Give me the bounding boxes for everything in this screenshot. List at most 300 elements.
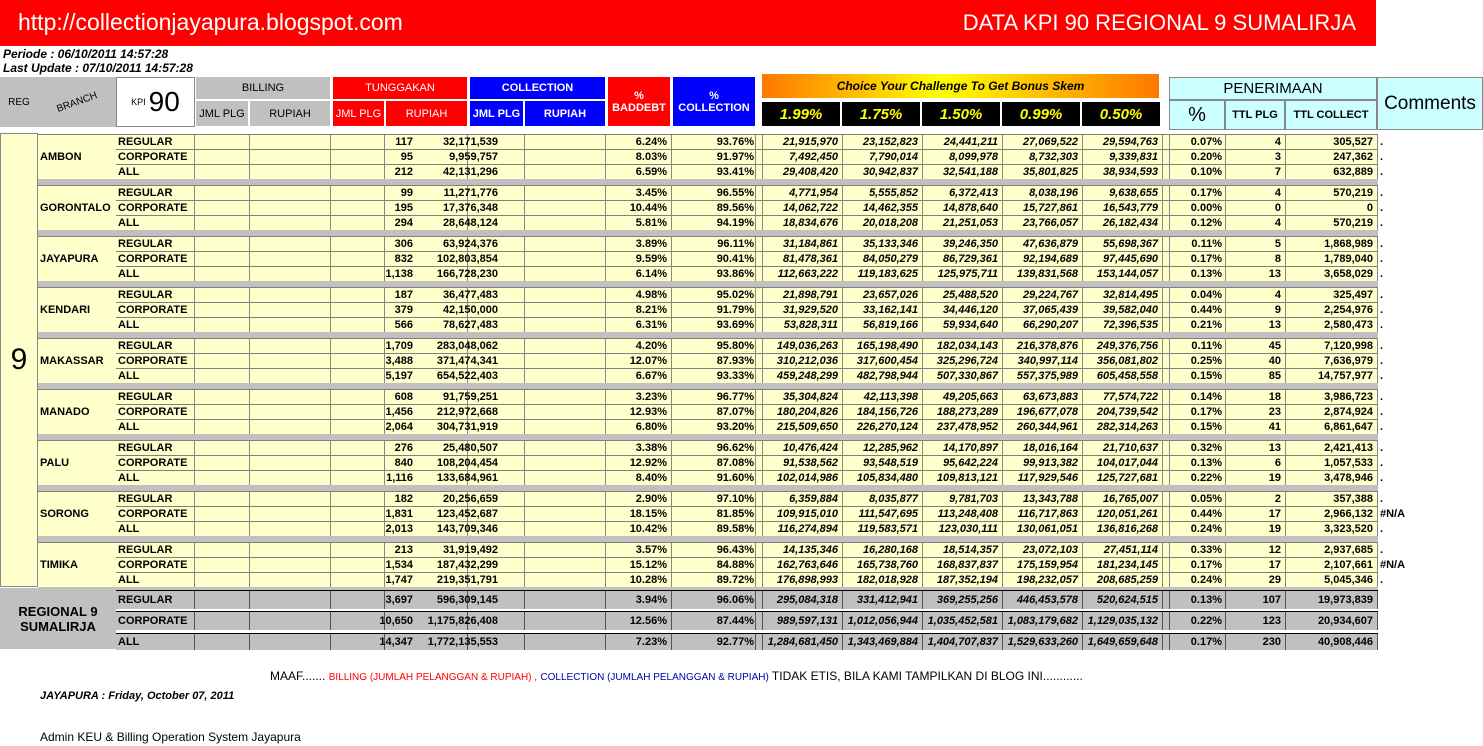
penerimaan-pct: 0.00% xyxy=(1190,202,1222,214)
comment-value: . xyxy=(1380,574,1384,586)
rp-value: 17,376,348 xyxy=(442,202,498,214)
challenge-value-2: 1,012,056,944 xyxy=(847,615,918,627)
jml-value: 195 xyxy=(394,202,413,214)
ttl-plg-value: 2 xyxy=(1274,493,1281,505)
penerimaan-pct: 0.17% xyxy=(1190,406,1222,418)
ttl-plg-value: 230 xyxy=(1262,636,1281,648)
branch-timika: TIMIKA xyxy=(38,542,116,587)
penerimaan-pct: 0.14% xyxy=(1190,391,1222,403)
ttl-plg-value: 8 xyxy=(1274,253,1281,265)
rate-4: 0.99% xyxy=(1002,102,1080,126)
ttl-plg-value: 4 xyxy=(1274,187,1281,199)
challenge-value-3: 113,248,408 xyxy=(937,508,998,520)
bad-value: 8.40% xyxy=(635,472,667,484)
bad-value: 12.07% xyxy=(629,355,667,367)
rp-value: 1,772,135,553 xyxy=(427,636,498,648)
penerimaan-pct: 0.04% xyxy=(1190,289,1222,301)
segment-label: REGULAR xyxy=(118,544,173,556)
table-row xyxy=(116,440,1384,455)
rp-value: 31,919,492 xyxy=(442,544,498,556)
jml-value: 832 xyxy=(394,253,413,265)
table-row xyxy=(116,215,1384,230)
kpi-header: KPI 90 xyxy=(116,77,195,127)
ttl-collect-value: 1,057,533 xyxy=(1324,457,1373,469)
bad-value: 9.59% xyxy=(635,253,667,265)
comment-value: . xyxy=(1380,544,1384,556)
col-value: 97.10% xyxy=(716,493,754,505)
comment-value: . xyxy=(1380,202,1384,214)
challenge-value-3: 25,488,520 xyxy=(942,289,998,301)
challenge-value-1: 31,184,861 xyxy=(782,238,838,250)
challenge-header: Choice Your Challenge To Get Bonus Skem xyxy=(762,74,1159,98)
ttl-collect-value: 19,973,839 xyxy=(1317,594,1373,606)
segment-label: ALL xyxy=(118,421,140,433)
challenge-value-2: 23,152,823 xyxy=(862,136,918,148)
jml-value: 1,747 xyxy=(385,574,413,586)
jml-value: 379 xyxy=(394,304,413,316)
challenge-value-3: 8,099,978 xyxy=(949,151,998,163)
segment-label: REGULAR xyxy=(118,391,173,403)
penerimaan-pct: 0.17% xyxy=(1190,559,1222,571)
challenge-value-4: 260,344,961 xyxy=(1016,421,1078,433)
title-banner xyxy=(0,0,1376,46)
bad-value: 6.59% xyxy=(635,166,667,178)
bad-value: 8.03% xyxy=(635,151,667,163)
jml-value: 3,488 xyxy=(385,355,413,367)
branch-header: BRANCH xyxy=(38,77,116,127)
comment-value: . xyxy=(1380,391,1384,403)
regional-total-label: REGIONAL 9 SUMALIRJA xyxy=(0,588,116,649)
rp-value: 63,924,376 xyxy=(442,238,498,250)
challenge-value-2: 8,035,877 xyxy=(869,493,918,505)
rp-value: 32,171,539 xyxy=(442,136,498,148)
jml-value: 99 xyxy=(400,187,413,199)
col-value: 93.69% xyxy=(716,319,754,331)
penerimaan-pct: 0.25% xyxy=(1190,355,1222,367)
rp-value: 187,432,299 xyxy=(436,559,498,571)
table-row xyxy=(116,251,1384,266)
col-value: 87.44% xyxy=(716,615,754,627)
penerimaan-pct: 0.17% xyxy=(1190,187,1222,199)
challenge-value-1: 81,478,361 xyxy=(782,253,838,265)
challenge-value-2: 111,547,695 xyxy=(858,508,918,520)
challenge-value-2: 226,270,124 xyxy=(856,421,918,433)
challenge-value-2: 482,798,944 xyxy=(856,370,918,382)
ttl-collect-value: 7,120,998 xyxy=(1324,340,1373,352)
bad-value: 12.93% xyxy=(629,406,667,418)
rp-value: 1,175,826,408 xyxy=(427,615,498,627)
jml-value: 294 xyxy=(394,217,413,229)
ttl-plg-value: 9 xyxy=(1274,304,1281,316)
penerimaan-pct: 0.44% xyxy=(1190,508,1222,520)
bad-value: 3.45% xyxy=(635,187,667,199)
billing-rupiah-header: RUPIAH xyxy=(250,101,330,126)
jml-value: 5,197 xyxy=(385,370,413,382)
challenge-value-3: 125,975,711 xyxy=(937,268,998,280)
challenge-value-4: 23,766,057 xyxy=(1022,217,1078,229)
challenge-value-4: 1,529,633,260 xyxy=(1007,636,1078,648)
challenge-value-1: 459,248,299 xyxy=(776,370,838,382)
table-row xyxy=(116,521,1384,536)
col-value: 87.07% xyxy=(716,406,754,418)
comment-value: #N/A xyxy=(1380,559,1406,571)
challenge-value-4: 8,038,196 xyxy=(1029,187,1078,199)
challenge-value-4: 99,913,382 xyxy=(1022,457,1078,469)
challenge-value-5: 520,624,515 xyxy=(1096,594,1158,606)
ttl-plg-value: 85 xyxy=(1268,370,1281,382)
jml-value: 1,534 xyxy=(385,559,413,571)
bad-value: 6.31% xyxy=(635,319,667,331)
challenge-value-4: 216,378,876 xyxy=(1016,340,1078,352)
col-value: 95.80% xyxy=(716,340,754,352)
ttl-collect-value: 1,868,989 xyxy=(1324,238,1373,250)
periode-text: Periode : 06/10/2011 14:57:28 xyxy=(3,47,169,61)
challenge-value-5: 136,816,268 xyxy=(1096,523,1158,535)
branch-ambon: AMBON xyxy=(38,134,116,179)
challenge-value-1: 162,763,646 xyxy=(776,559,838,571)
penerimaan-pct: 0.21% xyxy=(1190,319,1222,331)
challenge-value-3: 21,251,053 xyxy=(942,217,998,229)
table-row xyxy=(116,287,1384,302)
bad-value: 3.94% xyxy=(635,594,667,606)
challenge-value-5: 356,081,802 xyxy=(1096,355,1158,367)
table-row xyxy=(116,164,1384,179)
ttl-collect-value: 3,323,520 xyxy=(1324,523,1373,535)
penerimaan-pct: 0.15% xyxy=(1190,421,1222,433)
table-row xyxy=(116,368,1384,383)
table-row xyxy=(116,149,1384,164)
ttl-plg-value: 13 xyxy=(1268,268,1281,280)
jml-value: 306 xyxy=(394,238,413,250)
challenge-value-2: 1,343,469,884 xyxy=(847,636,918,648)
ttl-plg-value: 17 xyxy=(1268,508,1281,520)
ttl-collect-value: 14,757,977 xyxy=(1317,370,1373,382)
challenge-value-1: 295,084,318 xyxy=(776,594,838,606)
challenge-value-4: 35,801,825 xyxy=(1022,166,1078,178)
challenge-value-1: 91,538,562 xyxy=(782,457,838,469)
challenge-value-2: 105,834,480 xyxy=(856,472,918,484)
col-value: 96.06% xyxy=(716,594,754,606)
ttl-collect-value: 570,219 xyxy=(1333,217,1373,229)
table-row xyxy=(116,266,1384,281)
challenge-value-1: 112,663,222 xyxy=(777,268,838,280)
branch-sorong: SORONG xyxy=(38,491,116,536)
comment-value: . xyxy=(1380,355,1384,367)
segment-label: CORPORATE xyxy=(118,508,188,520)
penerimaan-pct: 0.17% xyxy=(1190,253,1222,265)
penerimaan-pct: 0.12% xyxy=(1190,217,1222,229)
segment-label: CORPORATE xyxy=(118,559,188,571)
challenge-value-5: 181,234,145 xyxy=(1096,559,1158,571)
bad-value: 7.23% xyxy=(635,636,667,648)
comment-value: . xyxy=(1380,268,1384,280)
challenge-value-2: 93,548,519 xyxy=(862,457,918,469)
comment-value: . xyxy=(1380,289,1384,301)
segment-label: CORPORATE xyxy=(118,355,188,367)
challenge-value-2: 7,790,014 xyxy=(869,151,918,163)
jml-value: 117 xyxy=(395,136,413,148)
col-value: 91.60% xyxy=(716,472,754,484)
comment-value: . xyxy=(1380,136,1384,148)
rp-value: 78,627,483 xyxy=(442,319,498,331)
table-row xyxy=(116,317,1384,332)
col-value: 96.55% xyxy=(716,187,754,199)
jml-value: 608 xyxy=(394,391,413,403)
penerimaan-pct: 0.17% xyxy=(1190,636,1222,648)
tunggakan-jml-plg-header: JML PLG xyxy=(333,101,384,126)
challenge-value-5: 1,129,035,132 xyxy=(1087,615,1158,627)
segment-label: ALL xyxy=(118,166,140,178)
challenge-value-3: 237,478,952 xyxy=(936,421,998,433)
penerimaan-pct: 0.11% xyxy=(1191,238,1222,250)
reg-header: REG xyxy=(0,77,38,127)
rp-value: 371,474,341 xyxy=(436,355,498,367)
bad-value: 12.92% xyxy=(629,457,667,469)
challenge-value-1: 29,408,420 xyxy=(782,166,838,178)
ttl-plg-value: 19 xyxy=(1268,523,1281,535)
challenge-value-2: 165,198,490 xyxy=(856,340,918,352)
jml-value: 1,138 xyxy=(385,268,413,280)
challenge-value-2: 317,600,454 xyxy=(856,355,918,367)
table-row xyxy=(116,470,1384,485)
challenge-value-4: 130,061,051 xyxy=(1016,523,1078,535)
penerimaan-pct: 0.32% xyxy=(1190,442,1222,454)
challenge-value-1: 18,834,676 xyxy=(782,217,838,229)
challenge-value-1: 10,476,424 xyxy=(782,442,838,454)
jml-value: 14,347 xyxy=(379,636,413,648)
challenge-value-2: 331,412,941 xyxy=(856,594,918,606)
comment-value: . xyxy=(1380,421,1384,433)
segment-label: ALL xyxy=(118,319,140,331)
challenge-value-1: 21,898,791 xyxy=(782,289,838,301)
billing-header: BILLING xyxy=(196,77,330,99)
challenge-value-5: 97,445,690 xyxy=(1102,253,1158,265)
challenge-value-4: 92,194,689 xyxy=(1022,253,1078,265)
jml-value: 2,013 xyxy=(385,523,413,535)
bad-value: 10.42% xyxy=(629,523,667,535)
segment-label: ALL xyxy=(118,472,140,484)
ttl-plg-value: 0 xyxy=(1274,202,1281,214)
comment-value: . xyxy=(1380,442,1384,454)
penerimaan-pct: 0.11% xyxy=(1191,340,1222,352)
challenge-value-5: 9,638,655 xyxy=(1109,187,1158,199)
challenge-value-5: 125,727,681 xyxy=(1096,472,1158,484)
comment-value: . xyxy=(1380,304,1384,316)
jml-value: 1,831 xyxy=(385,508,413,520)
challenge-value-4: 8,732,303 xyxy=(1029,151,1078,163)
rp-value: 166,728,230 xyxy=(436,268,498,280)
ttl-collect-value: 570,219 xyxy=(1333,187,1373,199)
bad-value: 4.98% xyxy=(635,289,667,301)
jml-value: 566 xyxy=(394,319,413,331)
challenge-value-2: 14,462,355 xyxy=(862,202,918,214)
penerimaan-pct: 0.10% xyxy=(1190,166,1222,178)
challenge-value-5: 605,458,558 xyxy=(1096,370,1158,382)
challenge-value-5: 26,182,434 xyxy=(1102,217,1158,229)
table-row xyxy=(116,506,1406,521)
ttl-collect-value: 3,986,723 xyxy=(1324,391,1373,403)
challenge-value-3: 9,781,703 xyxy=(949,493,998,505)
jml-value: 3,697 xyxy=(385,594,413,606)
rate-1: 1.99% xyxy=(762,102,840,126)
bad-value: 10.28% xyxy=(629,574,667,586)
comment-value: . xyxy=(1380,340,1384,352)
jml-value: 2,064 xyxy=(385,421,413,433)
challenge-value-2: 12,285,962 xyxy=(862,442,918,454)
comment-value: #N/A xyxy=(1380,508,1406,520)
jml-value: 213 xyxy=(394,544,413,556)
total-row xyxy=(116,611,1378,630)
challenge-value-4: 27,069,522 xyxy=(1022,136,1078,148)
table-row xyxy=(116,542,1384,557)
billing-jml-plg-header: JML PLG xyxy=(196,101,249,126)
penerimaan-pct: 0.13% xyxy=(1190,594,1222,606)
challenge-value-3: 123,030,111 xyxy=(938,523,998,535)
ttl-plg-value: 12 xyxy=(1268,544,1281,556)
segment-label: CORPORATE xyxy=(118,151,188,163)
jml-value: 10,650 xyxy=(379,615,413,627)
jml-value: 276 xyxy=(394,442,413,454)
ttl-collect-value: 2,580,473 xyxy=(1324,319,1373,331)
ttl-plg-value: 4 xyxy=(1274,289,1281,301)
col-value: 89.58% xyxy=(716,523,754,535)
challenge-value-3: 95,642,224 xyxy=(942,457,998,469)
disclaimer-text: MAAF....... BILLING (JUMLAH PELANGGAN & RUPIAH) , COLLECTION (JUMLAH PELANGGAN & RUPIAH) TIDAK ETIS, BILA KAMI TAMPILKAN DI BLOG INI............ xyxy=(270,669,1083,683)
challenge-value-2: 42,113,398 xyxy=(863,391,918,403)
bad-value: 6.80% xyxy=(635,421,667,433)
ttl-plg-value: 17 xyxy=(1268,559,1281,571)
challenge-value-5: 9,339,831 xyxy=(1109,151,1158,163)
challenge-value-3: 49,205,663 xyxy=(942,391,998,403)
rp-value: 123,452,687 xyxy=(436,508,498,520)
comment-value: . xyxy=(1380,166,1384,178)
rp-value: 20,256,659 xyxy=(442,493,498,505)
table-row xyxy=(116,134,1384,149)
rp-value: 133,684,961 xyxy=(436,472,498,484)
challenge-value-1: 35,304,824 xyxy=(782,391,838,403)
challenge-value-5: 38,934,593 xyxy=(1102,166,1158,178)
table-row xyxy=(116,404,1384,419)
jml-value: 1,456 xyxy=(385,406,413,418)
col-value: 95.02% xyxy=(716,289,754,301)
total-row xyxy=(116,633,1378,650)
challenge-value-3: 188,273,289 xyxy=(936,406,998,418)
blog-url-link[interactable]: http://collectionjayapura.blogspot.com xyxy=(18,9,403,35)
col-value: 92.77% xyxy=(716,636,754,648)
comment-value: . xyxy=(1380,238,1384,250)
penerimaan-pct: 0.24% xyxy=(1190,523,1222,535)
challenge-value-4: 198,232,057 xyxy=(1016,574,1078,586)
challenge-value-2: 5,555,852 xyxy=(869,187,918,199)
challenge-value-2: 20,018,208 xyxy=(862,217,918,229)
bad-value: 18.15% xyxy=(629,508,667,520)
ttl-plg-value: 123 xyxy=(1262,615,1281,627)
table-row xyxy=(116,200,1384,215)
challenge-value-5: 77,574,722 xyxy=(1102,391,1158,403)
segment-label: REGULAR xyxy=(118,442,173,454)
ttl-collect-value: 2,254,976 xyxy=(1324,304,1373,316)
challenge-value-2: 182,018,928 xyxy=(856,574,918,586)
rp-value: 9,959,757 xyxy=(449,151,498,163)
challenge-value-3: 14,170,897 xyxy=(942,442,998,454)
challenge-value-4: 139,831,568 xyxy=(1016,268,1078,280)
challenge-value-3: 34,446,120 xyxy=(942,304,998,316)
rp-value: 25,480,507 xyxy=(442,442,498,454)
ttl-plg-value: 13 xyxy=(1268,442,1281,454)
challenge-value-3: 507,330,867 xyxy=(936,370,998,382)
penerimaan-pct: 0.05% xyxy=(1190,493,1222,505)
col-value: 91.97% xyxy=(716,151,754,163)
challenge-value-1: 14,062,722 xyxy=(782,202,838,214)
challenge-value-4: 196,677,078 xyxy=(1016,406,1078,418)
penerimaan-header: PENERIMAAN xyxy=(1169,77,1377,100)
challenge-value-4: 117,929,546 xyxy=(1017,472,1078,484)
challenge-value-4: 29,224,767 xyxy=(1022,289,1078,301)
rp-value: 304,731,919 xyxy=(436,421,498,433)
challenge-value-1: 109,915,010 xyxy=(776,508,838,520)
challenge-value-2: 35,133,346 xyxy=(862,238,918,250)
segment-label: CORPORATE xyxy=(118,253,188,265)
table-row xyxy=(116,557,1406,572)
challenge-value-4: 1,083,179,682 xyxy=(1007,615,1078,627)
challenge-value-4: 13,343,788 xyxy=(1022,493,1078,505)
challenge-value-1: 1,284,681,450 xyxy=(767,636,838,648)
bad-value: 6.67% xyxy=(635,370,667,382)
collection-rupiah-header: RUPIAH xyxy=(525,101,605,126)
comment-value: . xyxy=(1380,187,1384,199)
segment-label: ALL xyxy=(118,370,140,382)
ttl-collect-value: 2,937,685 xyxy=(1324,544,1373,556)
col-value: 87.08% xyxy=(716,457,754,469)
segment-label: REGULAR xyxy=(118,493,173,505)
table-row xyxy=(116,236,1384,251)
col-value: 93.41% xyxy=(716,166,754,178)
challenge-value-3: 14,878,640 xyxy=(942,202,998,214)
penerimaan-pct: 0.13% xyxy=(1190,268,1222,280)
challenge-value-3: 32,541,188 xyxy=(942,166,998,178)
challenge-value-5: 21,710,637 xyxy=(1102,442,1158,454)
ttl-collect-value: 20,934,607 xyxy=(1317,615,1373,627)
table-row xyxy=(116,419,1384,434)
challenge-value-3: 1,035,452,581 xyxy=(927,615,998,627)
col-value: 93.33% xyxy=(716,370,754,382)
challenge-value-3: 1,404,707,837 xyxy=(927,636,998,648)
penerimaan-pct: 0.33% xyxy=(1190,544,1222,556)
segment-label: REGULAR xyxy=(118,289,173,301)
col-value: 93.76% xyxy=(716,136,754,148)
segment-label: REGULAR xyxy=(118,594,173,606)
challenge-value-2: 165,738,760 xyxy=(856,559,918,571)
challenge-value-2: 184,156,726 xyxy=(856,406,918,418)
rp-value: 11,271,776 xyxy=(443,187,498,199)
challenge-value-4: 15,727,861 xyxy=(1022,202,1078,214)
challenge-value-1: 21,915,970 xyxy=(782,136,838,148)
challenge-value-3: 168,837,837 xyxy=(936,559,998,571)
branch-makassar: MAKASSAR xyxy=(38,338,116,383)
ttl-plg-value: 6 xyxy=(1274,457,1281,469)
ttl-plg-header: TTL PLG xyxy=(1225,100,1285,130)
rate-2: 1.75% xyxy=(842,102,920,126)
table-row xyxy=(116,491,1384,506)
ttl-collect-value: 2,421,413 xyxy=(1324,442,1373,454)
jml-value: 187 xyxy=(394,289,413,301)
challenge-value-1: 6,359,884 xyxy=(789,493,838,505)
ttl-collect-value: 632,889 xyxy=(1333,166,1373,178)
challenge-value-2: 16,280,168 xyxy=(862,544,918,556)
challenge-value-3: 59,934,640 xyxy=(942,319,998,331)
table-row xyxy=(116,455,1384,470)
penerimaan-pct: 0.15% xyxy=(1190,370,1222,382)
